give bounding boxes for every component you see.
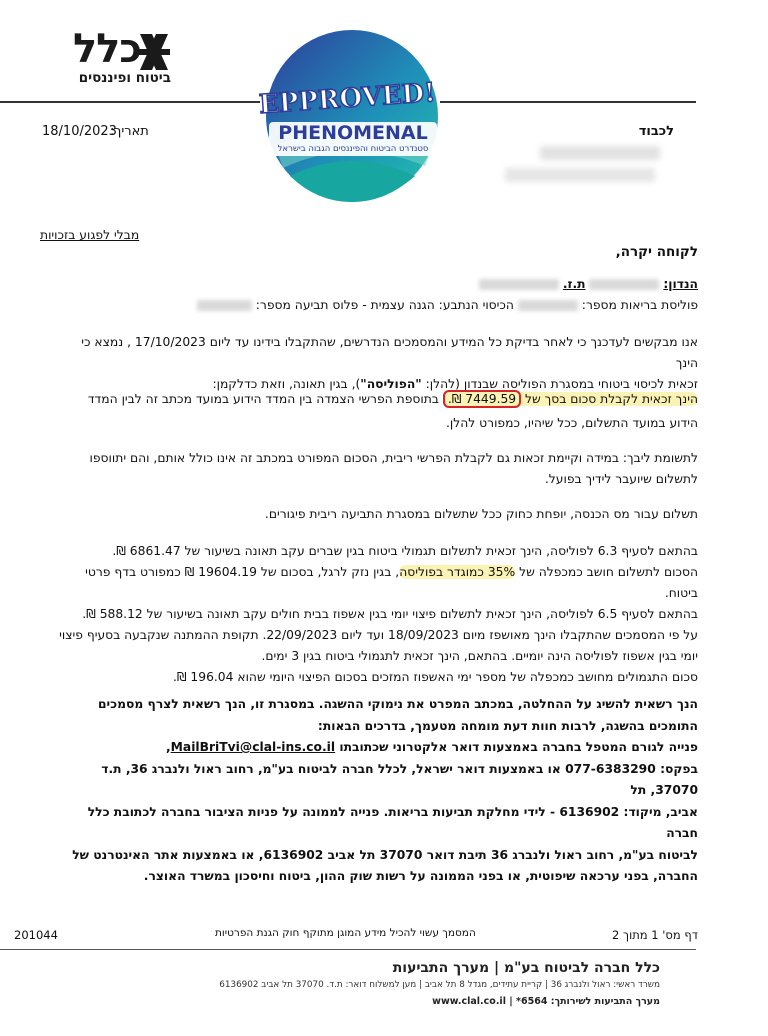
document-code: 201044 xyxy=(14,928,58,942)
greeting: לקוחה יקרה, xyxy=(615,244,698,260)
subject-line xyxy=(479,277,698,291)
amount-line-1: הינך זכאית לקבלת סכום בסך של 7449.59 ₪. בתוספת הפרשי הצמדה בין המדד הידוע במועד מכתב זה לבין המדד xyxy=(87,392,698,406)
policy-number-redacted xyxy=(518,300,578,311)
logo-sub-text: ביטוח ופיננסים xyxy=(78,70,171,86)
amount-line-2: הידוע במועד התשלום, ככל שיהיו, כמפורט להלן. xyxy=(445,416,698,430)
name-redacted xyxy=(589,279,659,290)
paragraph-interest: לתשומת ליבך: במידה וקיימת זכאות גם לקבלת הפרשי ריבית, הסכום המפורט במכתב זה אינו כולל אותם, והם יתווספו לתשלום שיועבר לידיך בפועל. xyxy=(89,451,698,486)
footer-address: משרד ראשי: ראול ולנברג 36 | קריית עתידים, מגדל 8 תל אביב | מען למשלוח דואר: ת.ד. 37070 תל אביב 6136902 xyxy=(219,980,660,990)
email-link[interactable]: MailBriTvi@clal-ins.co.il xyxy=(170,740,336,754)
paragraph-amount xyxy=(58,387,698,435)
footer-service: מערך התביעות לשירותך: 6564* | www.clal.co.il xyxy=(432,996,660,1007)
recipient-name-redacted xyxy=(540,146,660,160)
privacy-notice: המסמך עשוי להכיל מידע המוגן מתוקף חוק הגנת הפרטיות xyxy=(215,927,476,939)
intro-line-1: אנו מבקשים לעדכנך כי לאחר בדיקת כל המידע והמסמכים הנדרשים, שהתקבלו בידינו עד ליום 17/10/2023 , נמצא כי הינך xyxy=(81,335,698,370)
footer-line xyxy=(0,949,696,950)
logo-mark-icon xyxy=(138,32,170,72)
intro-line-2: זכאית לכיסוי ביטוחי במסגרת הפוליסה שבנדון (להלן: "הפוליסה"), בגין תאונה, וזאת כדלקמן: xyxy=(212,377,698,391)
recipient-label: לכבוד xyxy=(638,124,674,139)
date-value: 18/10/2023 xyxy=(42,124,117,139)
badge-top-text: EPPROVED! xyxy=(258,77,437,121)
entitlement-highlight: הינך זכאית לקבלת סכום בסך של 7449.59 ₪. xyxy=(443,392,698,406)
paragraph-intro xyxy=(58,332,698,395)
id-label: ת.ז. xyxy=(562,277,586,291)
percent-highlight: 35% כמוגדר בפוליסה xyxy=(399,565,516,579)
header-line-left xyxy=(0,101,260,103)
logo-main-text: כלל xyxy=(72,26,141,72)
paragraph-tax: תשלום עבור מס הכנסה, יופחת כחוק ככל שתשלום במסגרת התביעה ריבית פיגורים. xyxy=(264,507,698,521)
id-redacted xyxy=(479,279,559,290)
footer-company: כלל חברה לביטוח בע"מ | מערך התביעות xyxy=(392,960,660,976)
phenomenal-badge xyxy=(255,26,450,206)
entitlement-amount: 7449.59 ₪. xyxy=(443,390,521,408)
policy-line xyxy=(197,298,698,312)
header-line-right xyxy=(440,101,696,103)
date-label: תאריך: xyxy=(110,124,149,139)
paragraph-details: בהתאם לסעיף 6.3 לפוליסה, הינך זכאית לתשלום תגמולי ביטוח בגין שברים עקב תאונה בשיעור של 6861.47 ₪. הסכום לתשלום חושב כמכפלה של 35% כמוגדר בפוליסה, בגין נזק לרגל, בסכום של 19604.19 ₪ כמפורט בדף פרטי ביטוח. בהתאם לסעיף 6.5 לפוליסה, הינך זכאית לתשלום פיצוי יומי בגין אשפוז בבית חולים עקב תאונה בשיעור של 588.12 ₪. על פי המסמכים שהתקבלו הינך מאושפז מיום 18/09/2023 ועד ליום 22/09/2023. תקופת ההמתנה שנקבעה בסעיף פיצוי יומי בגין אשפוז לפוליסה הינה יומיים. בהתאם, הינך זכאית לתגמולי ביטוח בגין 3 ימים. סכום התגמולים מחושב כמכפלה של מספר ימי האשפוז המזכים בסכום הפיצוי היומי שהוא 196.04 ₪. xyxy=(59,544,698,684)
subject-label: הנדון: xyxy=(663,277,698,291)
policy-number-label: פוליסת בריאות מספר: xyxy=(581,298,698,312)
privileged-note: מבלי לפגוע בזכויות xyxy=(40,228,140,242)
badge-name-text: PHENOMENAL xyxy=(278,122,428,144)
claim-number-redacted xyxy=(197,300,252,311)
paragraph-appeal: הנך רשאית להשיג על ההחלטה, במכתב המפרט את נימוקי ההשגה. במסגרת זו, הנך רשאית לצרף מסמכים התומכים בהשגה, לרבות חוות דעת מומחה מטעמך, בדרכים הבאות: פנייה לגורם המטפל בחברה באמצעות דואר אלקטרוני שכתובתו MailBriTvi@clal-ins.co.il, בפקס: 077-6383290 או באמצעות דואר ישראל, לכלל חברה לביטוח בע"מ, רחוב ראול ולנברג 36, ת.ד 37070, תל אביב, מיקוד: 6136902 - לידי מחלקת תביעות בריאות. פנייה לממונה על פניות הציבור בחברה לכתובת כלל חברה לביטוח בע"מ, רחוב ראול ולנברג 36 תיבת דואר 37070 תל אביב 6136902, או באמצעות אתר האינטרנט של החברה, בפני ערכאה שיפוטית, או בפני הממונה על רשות שוק ההון, ביטוח וחיסכון במשרד האוצר. xyxy=(72,697,698,883)
badge-sub-text: סטנדרט הביטוח והפיננסים הגבוה בישראל xyxy=(277,144,429,154)
coverage-claim-label: הכיסוי הנתבע: הגנה עצמית - פלוס תביעה מספר: xyxy=(255,298,514,312)
company-logo xyxy=(40,26,175,87)
recipient-address-redacted xyxy=(505,168,655,182)
page-number: דף מס' 1 מתוך 2 xyxy=(611,928,698,942)
